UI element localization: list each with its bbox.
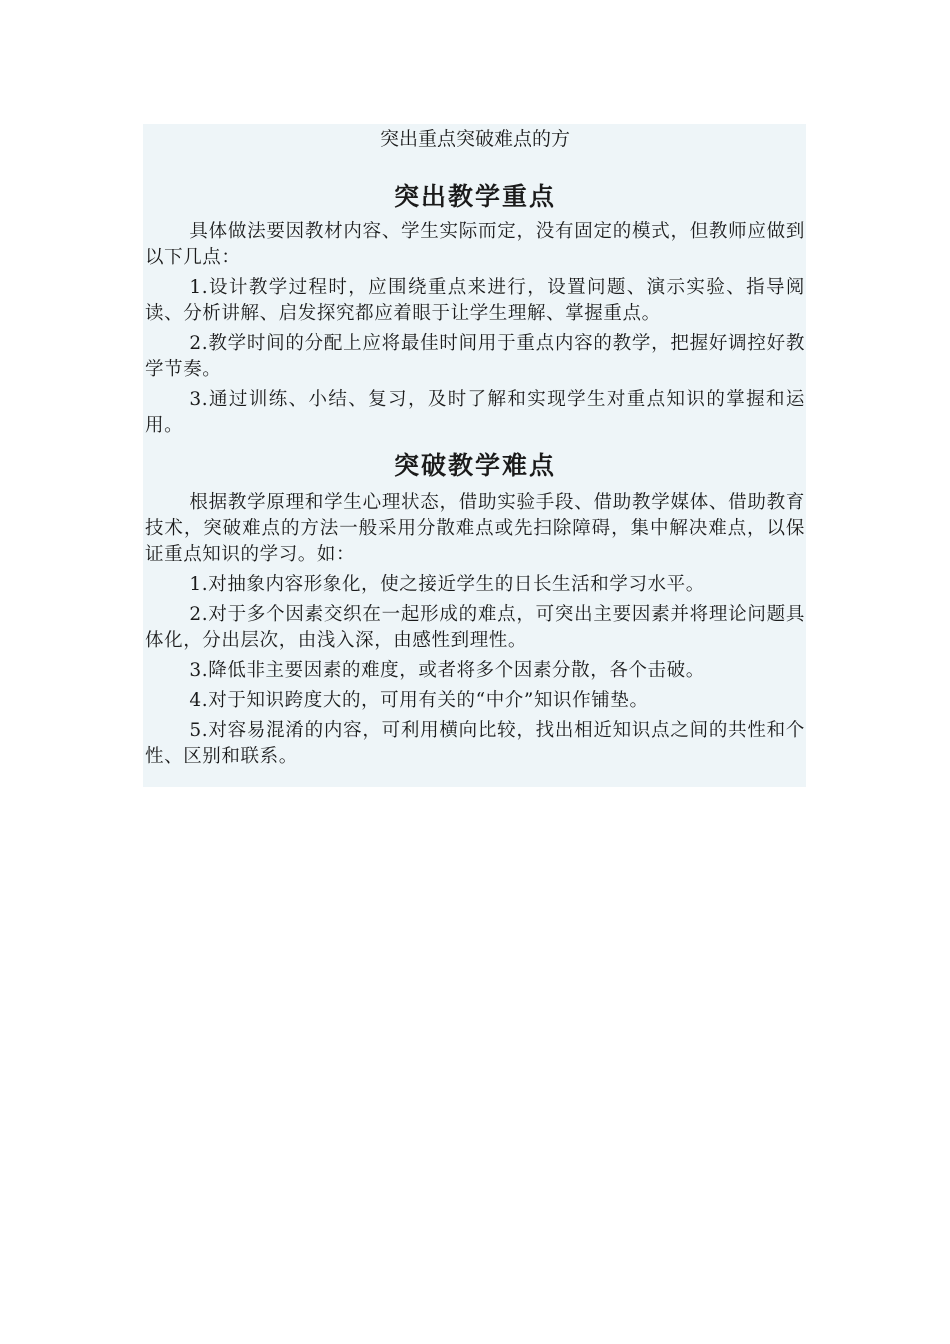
document-title: 突出重点突破难点的方 [379, 128, 570, 150]
list-item: 2.对于多个因素交织在一起形成的难点，可突出主要因素并将理论问题具体化，分出层次，由浅入深，由感性到理性。 [145, 604, 805, 651]
section-intro: 具体做法要因教材内容、学生实际而定，没有固定的模式，但教师应做到以下几点： [145, 221, 805, 268]
list-item: 4.对于知识跨度大的，可用有关的“中介”知识作铺垫。 [189, 690, 649, 711]
list-item: 3.降低非主要因素的难度，或者将多个因素分散，各个击破。 [189, 660, 705, 681]
list-item: 5.对容易混淆的内容，可利用横向比较，找出相近知识点之间的共性和个性、区别和联系。 [145, 720, 805, 767]
list-item: 1.设计教学过程时，应围绕重点来进行，设置问题、演示实验、指导阅读、分析讲解、启发探究都应着眼于让学生理解、掌握重点。 [145, 277, 805, 324]
section-intro: 根据教学原理和学生心理状态，借助实验手段、借助教学媒体、借助教育技术，突破难点的方法一般采用分散难点或先扫除障碍，集中解决难点，以保证重点知识的学习。如： [145, 492, 805, 565]
document-panel [143, 124, 806, 787]
section-heading-emphasize-key-points: 突出教学重点 [393, 182, 556, 211]
list-item: 3.通过训练、小结、复习，及时了解和实现学生对重点知识的掌握和运用。 [145, 389, 805, 436]
section-heading-break-through-difficulties: 突破教学难点 [393, 451, 556, 480]
list-item: 2.教学时间的分配上应将最佳时间用于重点内容的教学，把握好调控好教学节奏。 [145, 333, 805, 380]
list-item: 1.对抽象内容形象化，使之接近学生的日长生活和学习水平。 [189, 574, 705, 595]
